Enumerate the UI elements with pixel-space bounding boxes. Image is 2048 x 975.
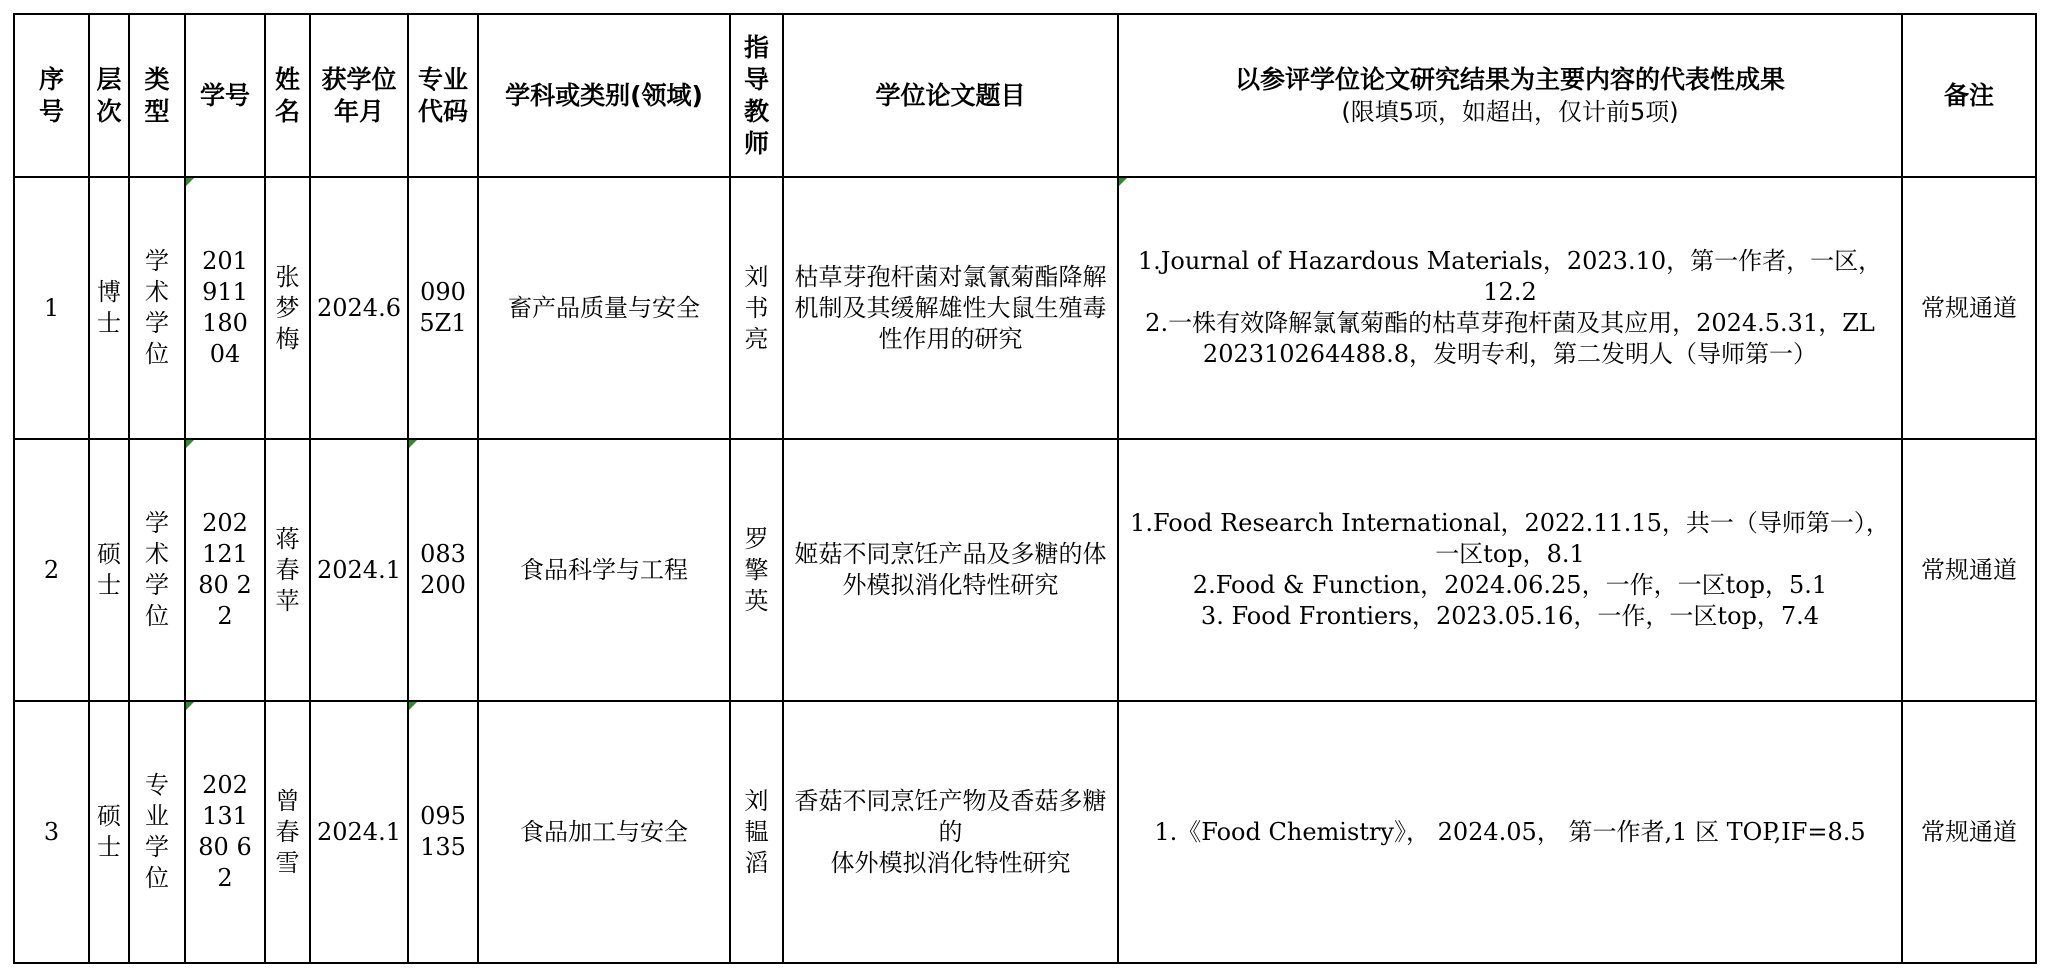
note-marker [186, 178, 194, 186]
cell-type: 专业学位 [129, 701, 185, 963]
cell-advisor: 罗擎英 [730, 439, 783, 701]
header-advisor: 指导教师 [730, 14, 783, 177]
cell-name: 张梦梅 [265, 177, 310, 439]
cell-type: 学术学位 [129, 439, 185, 701]
note-marker [409, 440, 417, 448]
cell-discipline: 畜产品质量与安全 [478, 177, 730, 439]
cell-achievements: 1.Food Research International，2022.11.15，共一（导师第一），一区top，8.1 2.Food & Function，2024.06.25，一作，一区top，5.1 3. Food Frontiers，2023.05.16，一作，一区top，7.4 [1118, 439, 1902, 701]
cell-degree-date: 2024.6 [310, 177, 408, 439]
note-marker [186, 440, 194, 448]
cell-remarks: 常规通道 [1902, 177, 2036, 439]
cell-achievements: 1.《Food Chemistry》， 2024.05， 第一作者,1 区 TOP,IF=8.5 [1118, 701, 1902, 963]
cell-student-id: 201911180 04 [185, 177, 265, 439]
cell-major-code: 0905Z1 [408, 177, 478, 439]
header-seq: 序号 [14, 14, 89, 177]
cell-level: 博士 [89, 177, 129, 439]
header-student-id: 学号 [185, 14, 265, 177]
header-achievements: 以参评学位论文研究结果为主要内容的代表性成果 (限填5项，如超出，仅计前5项) [1118, 14, 1902, 177]
header-degree-date: 获学位年月 [310, 14, 408, 177]
cell-thesis-title: 枯草芽孢杆菌对氯氰菊酯降解机制及其缓解雄性大鼠生殖毒性作用的研究 [783, 177, 1118, 439]
note-marker [1119, 178, 1127, 186]
cell-achievements: 1.Journal of Hazardous Materials，2023.10，第一作者，一区，12.2 2.一株有效降解氯氰菊酯的枯草芽孢杆菌及其应用，2024.5.31，ZL 202310264488.8，发明专利，第二发明人（导师第一） [1118, 177, 1902, 439]
cell-seq: 2 [14, 439, 89, 701]
header-major-code: 专业代码 [408, 14, 478, 177]
table-row [14, 177, 2036, 439]
header-thesis-title: 学位论文题目 [783, 14, 1118, 177]
cell-remarks: 常规通道 [1902, 701, 2036, 963]
note-marker [409, 702, 417, 710]
cell-name: 曾春雪 [265, 701, 310, 963]
cell-advisor: 刘韫滔 [730, 701, 783, 963]
cell-major-code: 083200 [408, 439, 478, 701]
cell-student-id: 20212180 22 [185, 439, 265, 701]
header-type: 类型 [129, 14, 185, 177]
cell-advisor: 刘书亮 [730, 177, 783, 439]
cell-discipline: 食品加工与安全 [478, 701, 730, 963]
cell-remarks: 常规通道 [1902, 439, 2036, 701]
header-remarks: 备注 [1902, 14, 2036, 177]
thesis-achievement-table [13, 13, 2037, 964]
table-row [14, 439, 2036, 701]
cell-name: 蒋春苹 [265, 439, 310, 701]
cell-thesis-title: 姬菇不同烹饪产品及多糖的体外模拟消化特性研究 [783, 439, 1118, 701]
cell-degree-date: 2024.1 [310, 701, 408, 963]
table-row [14, 701, 2036, 963]
cell-student-id: 20213180 62 [185, 701, 265, 963]
cell-degree-date: 2024.1 [310, 439, 408, 701]
header-name: 姓名 [265, 14, 310, 177]
cell-level: 硕士 [89, 439, 129, 701]
cell-level: 硕士 [89, 701, 129, 963]
note-marker [186, 702, 194, 710]
header-row [14, 14, 2036, 177]
header-achievements-note: (限填5项，如超出，仅计前5项) [1341, 97, 1679, 126]
cell-discipline: 食品科学与工程 [478, 439, 730, 701]
header-discipline: 学科或类别(领域) [478, 14, 730, 177]
header-level: 层次 [89, 14, 129, 177]
cell-seq: 3 [14, 701, 89, 963]
cell-seq: 1 [14, 177, 89, 439]
cell-major-code: 095135 [408, 701, 478, 963]
cell-type: 学术学位 [129, 177, 185, 439]
cell-thesis-title: 香菇不同烹饪产物及香菇多糖的 体外模拟消化特性研究 [783, 701, 1118, 963]
